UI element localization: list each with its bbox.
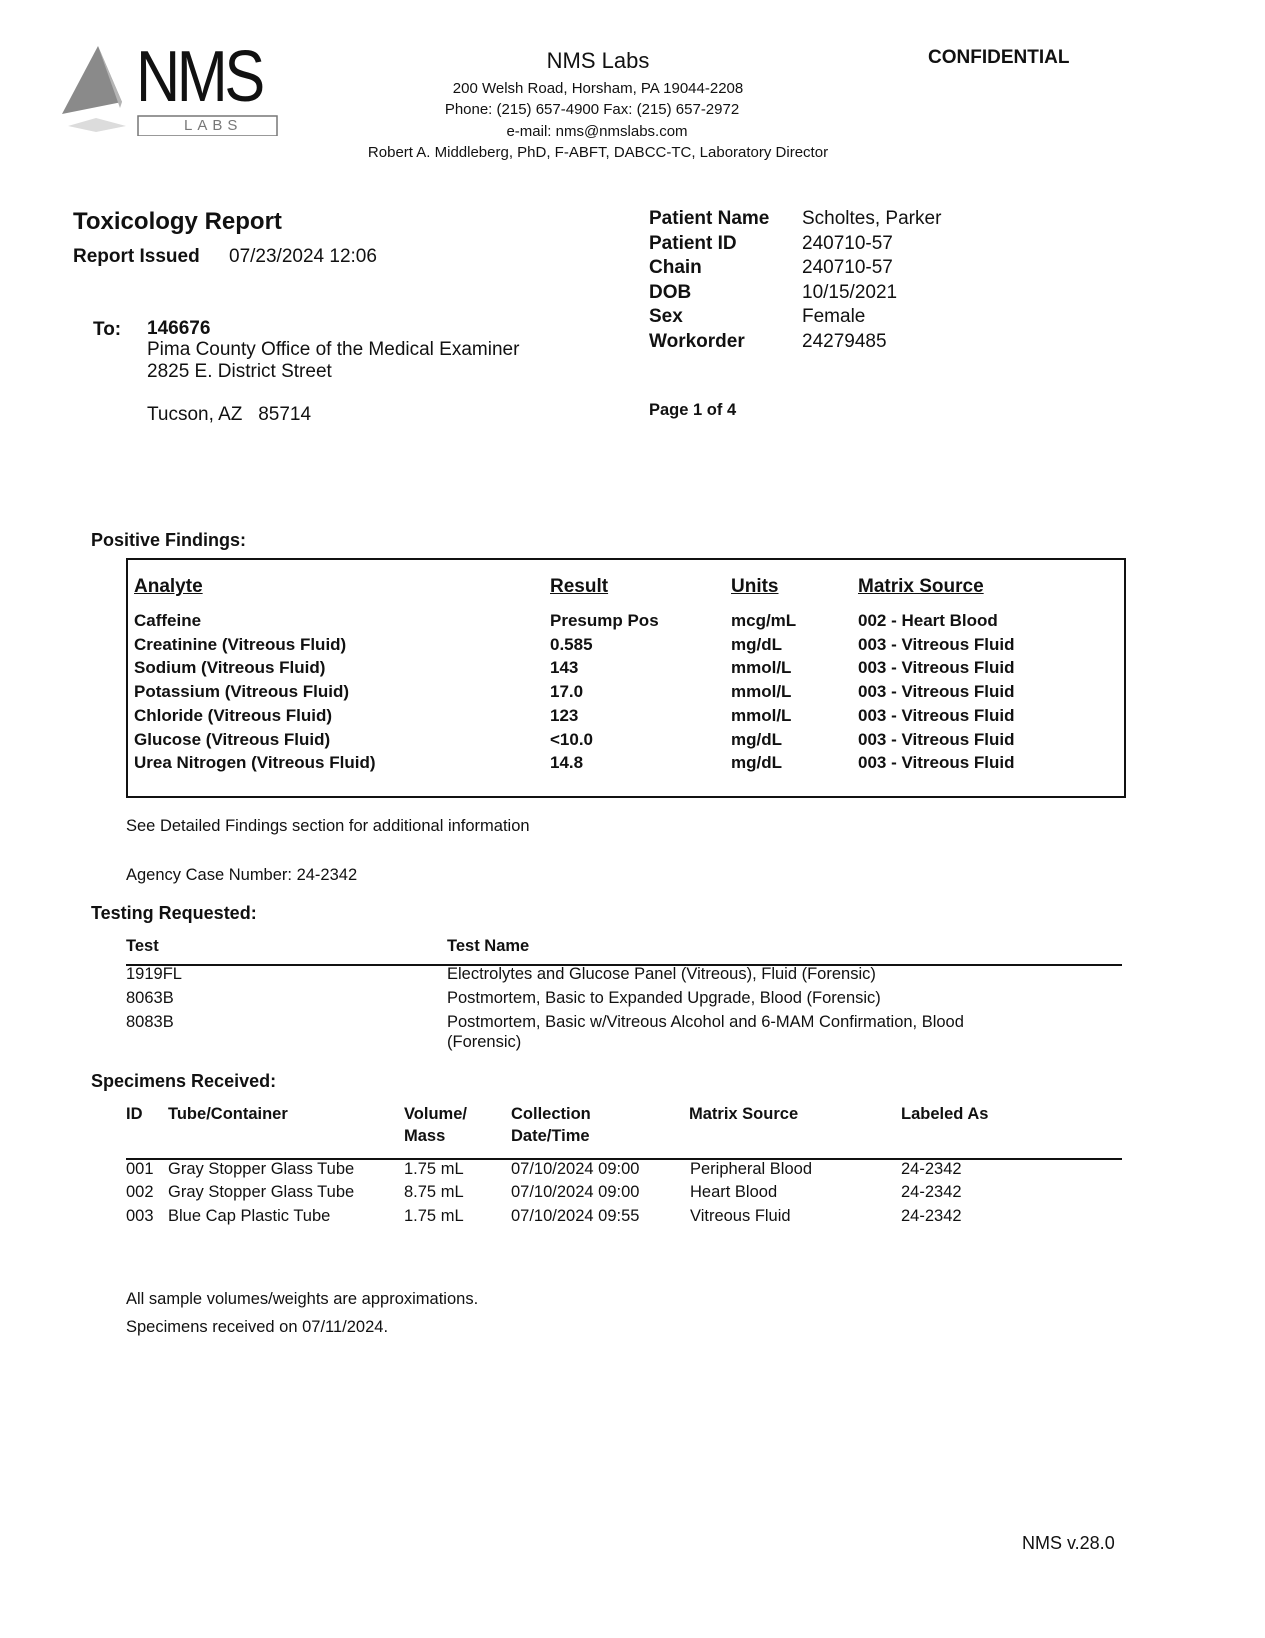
column-header: ID [126,1105,143,1123]
lab-address: 200 Welsh Road, Horsham, PA 19044-2208 [452,80,744,97]
table-cell: 8063B [126,989,174,1007]
table-cell: 003 - Vitreous Fluid [858,682,1015,702]
column-header: Matrix Source [858,576,984,597]
toxicology-report-page: NMS LABS NMS Labs 200 Welsh Road, Horsham, PA 19044-2208 Phone: (215) 657-4900 Fax: (215) 657-2972 e-mail: nms@nmslabs.com Robert A. Middleberg, PhD, F-ABFT, DABCC-TC, Laboratory Director CONFIDENTIAL Toxicology Report Report Issued 07/23/2024 12:06 Patient Name Scholtes, Parker Patient ID 240710-57 Chain 240710-57 DOB 10/15/2021 Sex Female Workorder 24279485 To: 146676 Pima County Office of the Medical Examiner 2825 E. District Street Tucson, AZ 85714 Page 1 of 4 Positive Findings: Analyte Result Units Matrix Source Caffeine Presump Pos mcg/mL 002 - Heart Blood Creatinine (Vitreous Fluid) 0.585 mg/dL 003 - Vitreous Fluid Sodium (Vitreous Fluid) 143 mmol/L 003 - Vitreous Fluid Potassium (Vitreous Fluid) 17.0 mmol/L 003 - Vitreous Fluid Chloride (Vitreous Fluid) 123 mmol/L 003 - Vitreous Fluid Glucose (Vitreous Fluid) <10.0 mg/dL 003 - Vitreous Fluid Urea Nitrogen (Vitreous Fluid) 14.8 mg/dL 003 - Vitreous Fluid See Detailed Findings section for additional information Agency Case Number: 24-2342 Testing Requested: Test Test Name 1919FL Electrolytes and Glucose Panel (Vitreous), Fluid (Forensic) 8063B Postmortem, Basic to Expanded Upgrade, Blood (Forensic) 8083B Postmortem, Basic w/Vitreous Alcohol and 6-MAM Confirmation, Blood (Forensic) Specimens Received: ID Tube/Container Volume/ Mass Collection Date/Time Matrix Source Labeled As 001 Gray Stopper Glass Tube 1.75 mL 07/10/2024 09:00 Peripheral Blood 24-2342 002 Gray Stopper Glass Tube 8.75 mL 07/10/2024 09:00 Heart Blood 24-2342 003 Blue Cap Plastic Tube 1.75 mL 07/10/2024 09:55 Vitreous Fluid 24-2342 All sample volumes/weights are approximations. Specimens received on 07/11/2024. NMS v.28.0 [0,0,1265,1638]
report-issued-value: 07/23/2024 12:06 [229,246,377,267]
table-cell: 003 - Vitreous Fluid [858,705,1015,725]
table-cell: Peripheral Blood [690,1160,812,1178]
table-cell: 003 - Vitreous Fluid [858,729,1015,749]
recipient-city: Tucson, AZ 85714 [147,404,312,425]
table-cell: Heart Blood [690,1183,778,1202]
table-cell: Urea Nitrogen (Vitreous Fluid) [134,753,376,773]
table-cell: 002 - Heart Blood [858,611,998,630]
table-cell: mg/dL [731,753,782,773]
to-label: To: [93,319,122,340]
table-cell: 003 - Vitreous Fluid [858,634,1015,654]
column-header: Units [731,576,779,597]
table-cell: Creatinine (Vitreous Fluid) [134,634,347,654]
table-cell: 0.585 [550,634,593,654]
column-header: Matrix Source [689,1105,799,1123]
patient-field-label: Workorder [649,331,745,352]
table-cell: Sodium (Vitreous Fluid) [134,658,326,678]
patient-field-value: Female [802,306,866,328]
table-cell: 8083B [126,1013,174,1031]
table-cell: <10.0 [550,729,594,749]
table-cell: mmol/L [731,682,792,702]
patient-field-value: 240710-57 [802,257,893,279]
lab-director: Robert A. Middleberg, PhD, F-ABFT, DABCC-TC, Laboratory Director [367,144,829,161]
recipient-street: 2825 E. District Street [147,361,332,382]
table-cell: mcg/mL [731,611,797,630]
table-cell: 17.0 [550,682,584,702]
table-cell: 002 [126,1183,154,1202]
column-header: Mass [404,1127,446,1145]
patient-field-label: Patient Name [649,208,770,229]
table-cell: Electrolytes and Glucose Panel (Vitreous), Fluid (Forensic) [447,965,876,983]
table-cell: Glucose (Vitreous Fluid) [134,729,331,749]
table-cell: Vitreous Fluid [690,1206,791,1225]
table-cell: 24-2342 [901,1160,962,1178]
patient-field-value: 24279485 [802,331,887,352]
patient-field-label: DOB [649,281,692,303]
table-cell: Caffeine [134,611,202,630]
patient-field-value: 240710-57 [802,232,893,254]
confidential-label: CONFIDENTIAL [928,47,1070,68]
table-cell: 123 [550,705,579,725]
table-cell: 8.75 mL [404,1183,464,1202]
table-cell: 003 - Vitreous Fluid [858,753,1015,773]
table-cell: Postmortem, Basic w/Vitreous Alcohol and 6-MAM Confirmation, Blood [447,1013,964,1031]
table-cell: 1.75 mL [404,1160,464,1178]
agency-case-number: Agency Case Number: 24-2342 [126,866,358,884]
version-footer: NMS v.28.0 [1022,1533,1115,1553]
table-cell: Gray Stopper Glass Tube [168,1160,355,1178]
table-cell: 07/10/2024 09:00 [511,1183,640,1202]
column-header: Labeled As [901,1105,989,1123]
recipient-name: Pima County Office of the Medical Examiner [147,339,520,360]
patient-field-label: Sex [649,306,683,328]
table-cell: 24-2342 [901,1183,962,1202]
table-cell: 07/10/2024 09:00 [511,1160,640,1178]
table-cell: 1919FL [126,965,182,983]
lab-name: NMS Labs [546,48,650,73]
divider [126,964,1122,966]
positive-findings-title: Positive Findings: [91,530,247,550]
table-cell: Presump Pos [550,611,659,630]
table-cell: 07/10/2024 09:55 [511,1206,640,1225]
testing-requested-title: Testing Requested: [91,903,257,923]
column-header: Test Name [447,937,530,955]
divider [126,1158,1122,1160]
patient-field-value: 10/15/2021 [802,281,898,303]
page-number: Page 1 of 4 [649,401,737,419]
report-issued-label: Report Issued [73,246,200,267]
report-title: Toxicology Report [73,208,282,235]
lab-email: e-mail: nms@nmslabs.com [506,123,688,140]
table-cell: mmol/L [731,658,792,678]
specimens-received-title: Specimens Received: [91,1071,277,1091]
column-header: Volume/ [404,1105,467,1123]
table-cell: 003 - Vitreous Fluid [858,658,1015,678]
table-cell: Gray Stopper Glass Tube [168,1183,355,1202]
table-cell: mg/dL [731,729,782,749]
table-cell: 1.75 mL [404,1206,464,1225]
table-cell: Potassium (Vitreous Fluid) [134,682,350,702]
specimen-note: All sample volumes/weights are approximations. [126,1290,479,1308]
table-cell: Blue Cap Plastic Tube [168,1206,331,1225]
table-cell: 003 [126,1206,154,1225]
table-cell: 24-2342 [901,1206,962,1225]
table-cell: Postmortem, Basic to Expanded Upgrade, Blood (Forensic) [447,989,881,1007]
column-header: Result [550,576,609,597]
column-header: Collection [511,1105,591,1123]
patient-field-value: Scholtes, Parker [802,208,942,229]
column-header: Date/Time [511,1127,590,1145]
table-cell: 001 [126,1160,154,1178]
table-cell: mg/dL [731,634,782,654]
table-cell: Chloride (Vitreous Fluid) [134,705,333,725]
lab-phone: Phone: (215) 657-4900 Fax: (215) 657-2972 [444,101,740,118]
table-cell: mmol/L [731,705,792,725]
specimen-note: Specimens received on 07/11/2024. [126,1318,389,1336]
detailed-findings-note: See Detailed Findings section for additional information [126,817,530,835]
column-header: Analyte [134,576,203,597]
column-header: Test [126,937,159,955]
account-number: 146676 [147,318,211,339]
patient-field-label: Patient ID [649,232,737,254]
table-cell: 14.8 [550,753,584,773]
patient-field-label: Chain [649,257,702,279]
column-header: Tube/Container [168,1105,288,1123]
table-cell: (Forensic) [447,1033,522,1051]
table-cell: 143 [550,658,579,678]
